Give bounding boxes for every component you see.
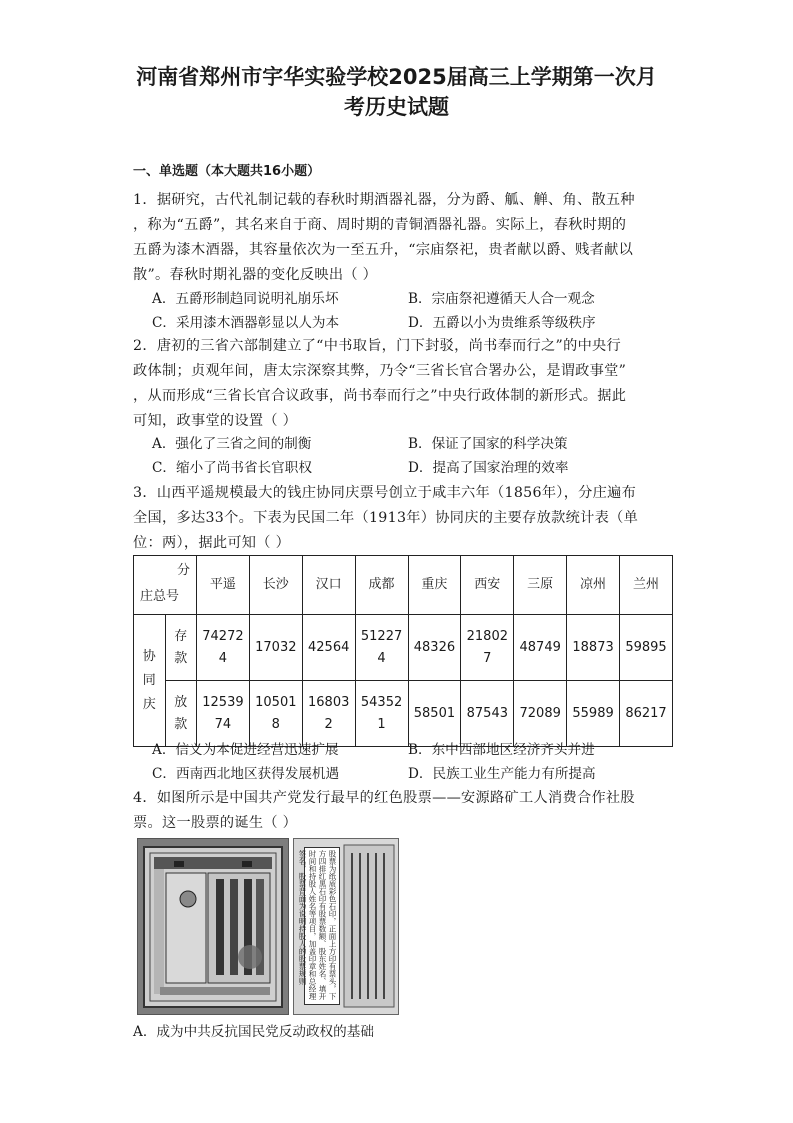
table-cell: 54352 1 bbox=[355, 681, 408, 747]
question-2-stem bbox=[133, 334, 673, 434]
table-row-loan bbox=[134, 681, 673, 747]
q3-option-b[interactable]: B．东中西部地区经济齐头并进 bbox=[408, 742, 595, 758]
q1-line: ，称为“五爵”，其名来自于商、周时期的青铜酒器礼器。实际上，春秋时期的 bbox=[133, 217, 627, 233]
table-row-deposit bbox=[134, 615, 673, 681]
table-cell: 17032 bbox=[249, 615, 302, 681]
city-header: 平遥 bbox=[197, 556, 250, 615]
q1-line: 散”。春秋时期礼器的变化反映出（ ） bbox=[133, 267, 378, 283]
table-corner-cell bbox=[134, 556, 197, 615]
q2-line: 政体制；贞观年间，唐太宗深察其弊，乃令“三省长官合署办公，是谓政事堂” bbox=[133, 363, 627, 379]
city-header: 长沙 bbox=[249, 556, 302, 615]
q2-line: 2．唐初的三省六部制建立了“中书取旨，门下封驳，尚书奉而行之”的中央行 bbox=[133, 338, 622, 354]
q3-option-d[interactable]: D．民族工业生产能力有所提高 bbox=[408, 766, 596, 782]
title-line-1: 河南省郑州市宇华实验学校2025届高三上学期第一次月 bbox=[136, 65, 657, 89]
page-title bbox=[60, 62, 733, 122]
table-cell: 18873 bbox=[567, 615, 620, 681]
q3-line: 3．山西平遥规模最大的钱庄协同庆票号创立于咸丰六年（1856年），分庄遍布 bbox=[133, 485, 637, 501]
table-cell: 72089 bbox=[514, 681, 567, 747]
q2-line: 可知，政事堂的设置（ ） bbox=[133, 413, 298, 429]
q2-option-b[interactable]: B．保证了国家的科学决策 bbox=[408, 436, 568, 452]
q2-option-d[interactable]: D．提高了国家治理的效率 bbox=[408, 460, 569, 476]
stock-certificate-back-photo bbox=[293, 838, 399, 1015]
city-header: 重庆 bbox=[408, 556, 461, 615]
q4-line: 票。这一股票的诞生（ ） bbox=[133, 815, 298, 831]
question-4-stem bbox=[133, 786, 673, 836]
table-cell: 10501 8 bbox=[249, 681, 302, 747]
table-cell: 87543 bbox=[461, 681, 514, 747]
q1-option-b[interactable]: B．宗庙祭祀遵循天人合一观念 bbox=[408, 291, 595, 307]
city-header: 西安 bbox=[461, 556, 514, 615]
q2-option-a[interactable]: A．强化了三省之间的制衡 bbox=[152, 436, 312, 452]
org-label: 协同庆 bbox=[142, 648, 156, 712]
question-1-stem bbox=[133, 188, 673, 288]
certificate-caption: 股票为纸质彩色石印，正面上方印有票头，下方四排红黑石印有股票数额、股东姓名、填开时间和持股人姓名等项目，加盖印章和总经理签名，股票背面为说明持股人的股票规则 bbox=[304, 847, 340, 1005]
table-cell: 59895 bbox=[620, 615, 673, 681]
city-header: 成都 bbox=[355, 556, 408, 615]
q1-line: 五爵为漆木酒器，其容量依次为一至五升，“宗庙祭祀，贵者献以爵、贱者献以 bbox=[133, 242, 634, 258]
q2-option-c[interactable]: C．缩小了尚书省长官职权 bbox=[152, 460, 312, 476]
org-label-cell bbox=[134, 615, 166, 747]
table-header-row bbox=[134, 556, 673, 615]
row-label-loan: 放款 bbox=[174, 694, 188, 732]
table-cell: 86217 bbox=[620, 681, 673, 747]
q1-option-a[interactable]: A．五爵形制趋同说明礼崩乐坏 bbox=[152, 291, 339, 307]
q3-option-c[interactable]: C．西南西北地区获得发展机遇 bbox=[152, 766, 340, 782]
q1-option-d[interactable]: D．五爵以小为贵维系等级秩序 bbox=[408, 315, 596, 331]
table-cell: 74272 4 bbox=[197, 615, 250, 681]
stock-certificate-photo bbox=[137, 838, 289, 1015]
corner-label-top: 分 bbox=[176, 563, 190, 578]
q1-line: 1．据研究，古代礼制记载的春秋时期酒器礼器，分为爵、觚、觯、角、散五种 bbox=[133, 192, 635, 208]
table-cell: 42564 bbox=[302, 615, 355, 681]
city-header: 汉口 bbox=[302, 556, 355, 615]
q4-option-a[interactable]: A．成为中共反抗国民党反动政权的基础 bbox=[133, 1024, 374, 1040]
city-header: 凉州 bbox=[567, 556, 620, 615]
q1-option-c[interactable]: C．采用漆木酒器彰显以人为本 bbox=[152, 315, 340, 331]
title-line-2: 考历史试题 bbox=[344, 95, 449, 119]
row-label-cell bbox=[165, 615, 197, 681]
table-cell: 48749 bbox=[514, 615, 567, 681]
table-cell: 55989 bbox=[567, 681, 620, 747]
table-cell: 16803 2 bbox=[302, 681, 355, 747]
table-cell: 12539 74 bbox=[197, 681, 250, 747]
city-header: 三原 bbox=[514, 556, 567, 615]
q3-option-a[interactable]: A．信义为本促进经营迅速扩展 bbox=[152, 742, 339, 758]
q2-line: ，从而形成“三省长官合议政事，尚书奉而行之”中央行政体制的新形式。据此 bbox=[133, 388, 627, 404]
row-label-cell bbox=[165, 681, 197, 747]
q3-line: 位：两），据此可知（ ） bbox=[133, 535, 291, 551]
stock-certificate-drawing bbox=[138, 839, 288, 1014]
section-header: 一、单选题（本大题共16小题） bbox=[133, 164, 321, 179]
table-cell: 51227 4 bbox=[355, 615, 408, 681]
row-label-deposit: 存款 bbox=[174, 628, 188, 666]
q4-line: 4．如图所示是中国共产党发行最早的红色股票——安源路矿工人消费合作社股 bbox=[133, 790, 635, 806]
corner-label-bottom: 庄总号 bbox=[140, 589, 180, 604]
table-cell: 58501 bbox=[408, 681, 461, 747]
q3-line: 全国，多达33个。下表为民国二年（1913年）协同庆的主要存放款统计表（单 bbox=[133, 510, 639, 526]
deposit-loan-table bbox=[133, 555, 673, 747]
question-3-stem bbox=[133, 481, 673, 556]
table-cell: 21802 7 bbox=[461, 615, 514, 681]
city-header: 兰州 bbox=[620, 556, 673, 615]
table-cell: 48326 bbox=[408, 615, 461, 681]
